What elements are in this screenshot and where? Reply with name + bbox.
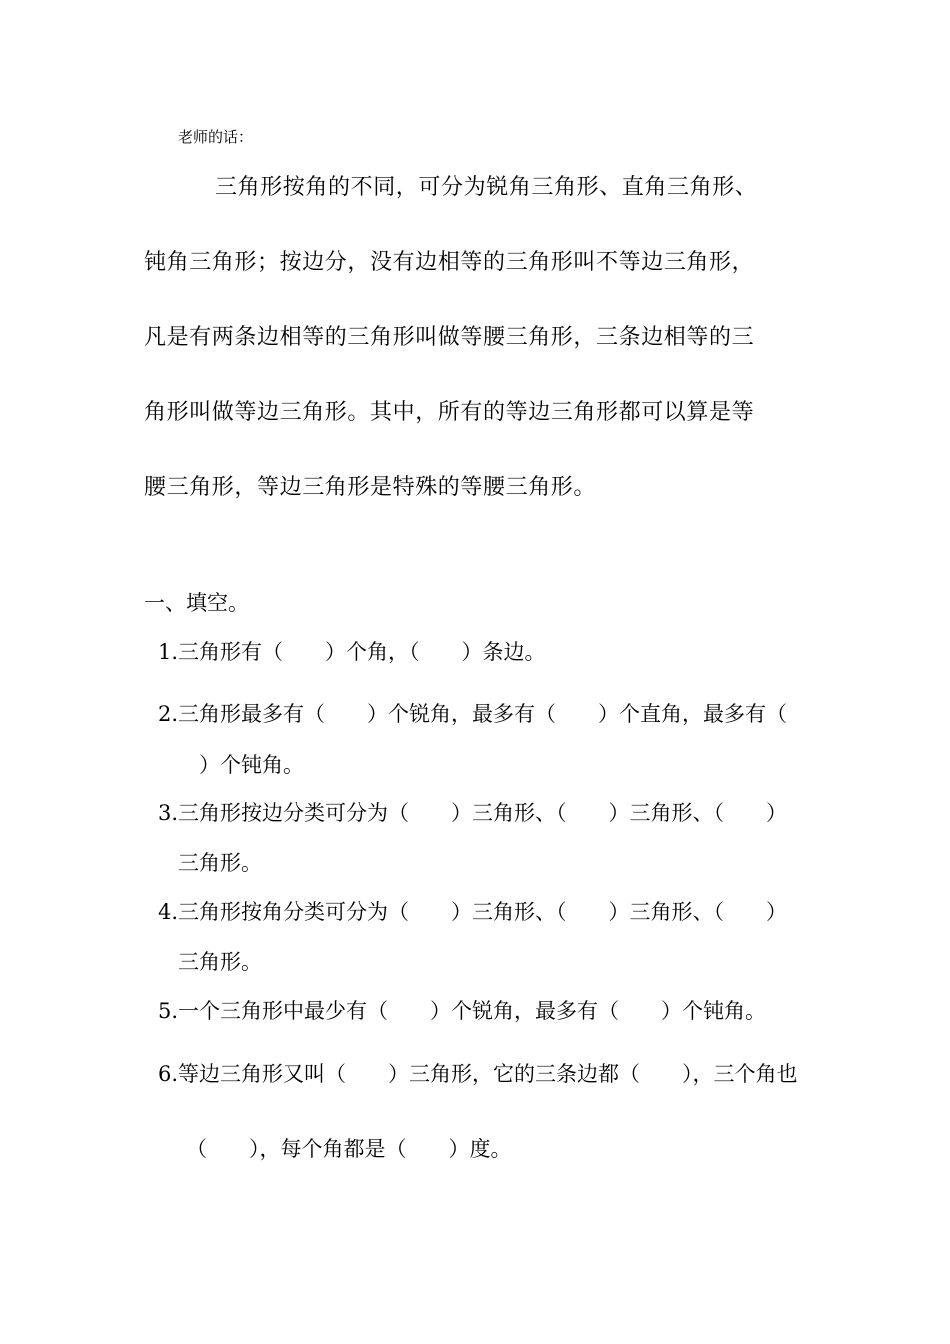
- question-line: 5.一个三角形中最少有（ ）个锐角，最多有（ ）个钝角。: [158, 999, 767, 1023]
- teacher-note-line: 钝角三角形；按边分，没有边相等的三角形叫不等边三角形，: [144, 250, 755, 275]
- teacher-note-label: 老师的话：: [178, 128, 254, 146]
- question-line: 4.三角形按角分类可分为（ ）三角形、（ ）三角形、（ ）: [158, 900, 788, 924]
- section-heading: 一、填空。: [144, 591, 249, 615]
- teacher-note-line: 角形叫做等边三角形。其中，所有的等边三角形都可以算是等: [144, 400, 755, 425]
- question-line: （ ），每个角都是（ ）度。: [186, 1137, 512, 1161]
- question-line: ）个钝角。: [178, 753, 304, 777]
- question-line: 3.三角形按边分类可分为（ ）三角形、（ ）三角形、（ ）: [158, 801, 788, 825]
- teacher-note-line: 凡是有两条边相等的三角形叫做等腰三角形，三条边相等的三: [144, 325, 755, 350]
- teacher-note-line: 腰三角形，等边三角形是特殊的等腰三角形。: [144, 475, 597, 500]
- question-line: 1.三角形有（ ）个角，（ ）条边。: [158, 640, 546, 664]
- teacher-note-line: 三角形按角的不同，可分为锐角三角形、直角三角形、: [215, 175, 758, 200]
- question-line: 6.等边三角形又叫（ ）三角形，它的三条边都（ ），三个角也: [158, 1062, 798, 1086]
- question-line: 三角形。: [178, 851, 262, 875]
- question-line: 2.三角形最多有（ ）个锐角，最多有（ ）个直角，最多有（: [158, 702, 788, 726]
- question-line: 三角形。: [178, 950, 262, 974]
